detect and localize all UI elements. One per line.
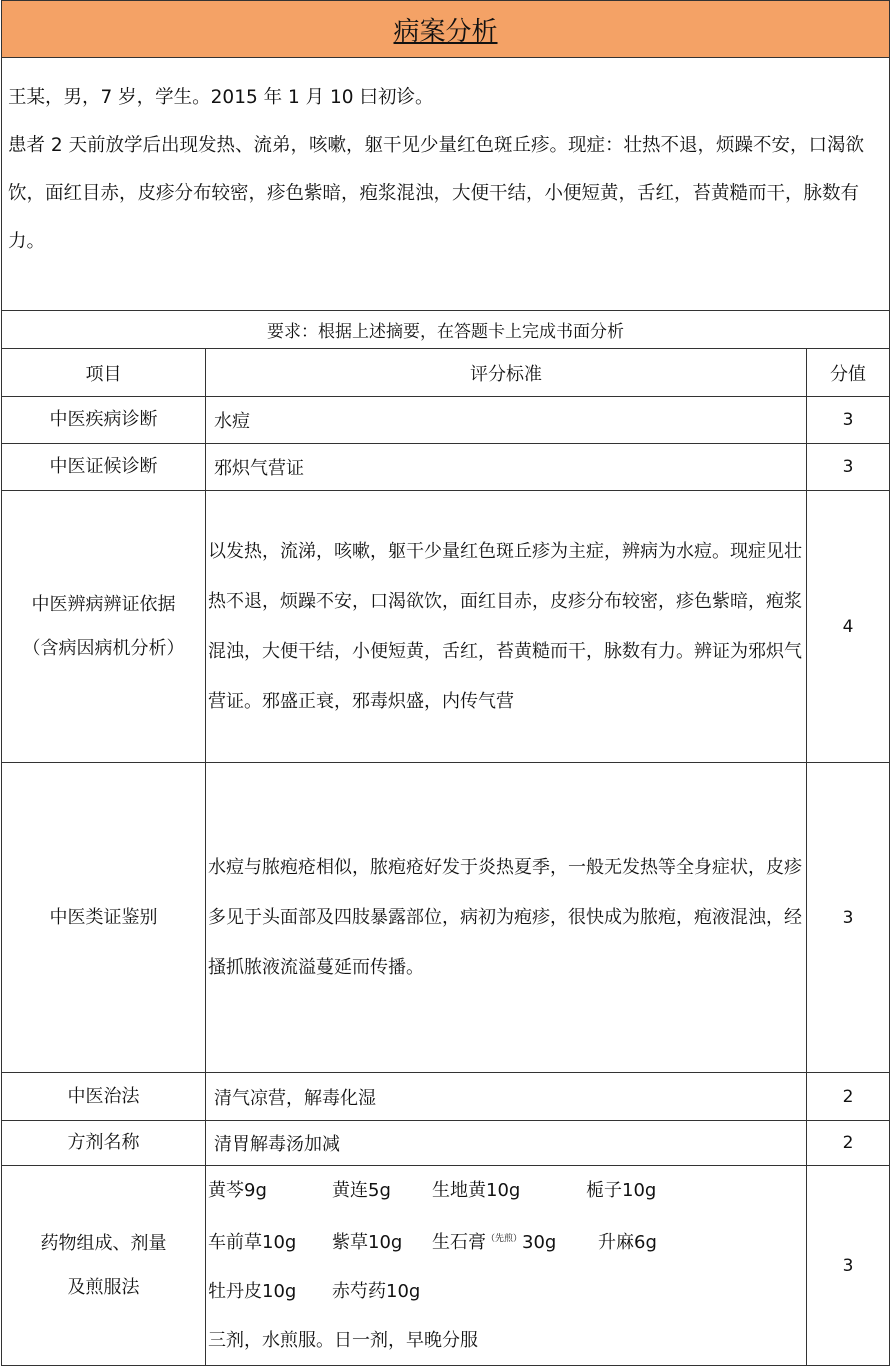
drug-dose: 30g bbox=[522, 1232, 557, 1253]
usage-instructions: 三剂，水煎服。日一剂，早晚分服 bbox=[208, 1330, 478, 1351]
row-item: 方剂名称 bbox=[2, 1121, 206, 1166]
col-header-item: 项目 bbox=[2, 349, 206, 397]
drug-item: 栀子10g bbox=[586, 1180, 657, 1201]
drug-item: 黄芩9g bbox=[208, 1180, 267, 1201]
drug-list bbox=[206, 1166, 807, 1366]
drug-note: （先煎） bbox=[486, 1234, 523, 1244]
row-score: 3 bbox=[807, 397, 890, 444]
drug-item: 车前草10g bbox=[208, 1232, 297, 1253]
table-row bbox=[2, 1166, 890, 1366]
drug-item: 赤芍药10g bbox=[332, 1281, 421, 1302]
case-line-2: 患者 2 天前放学后出现发热、流弟，咳嗽，躯干见少量红色斑丘疹。现症：壮热不退，烦躁不安，口渴欲饮，面红目赤，皮疹分布较密，疹色紫暗，疱浆混浊，大便干结，小便短黄，舌红，苔黄糙而干，脉数有力。 bbox=[8, 135, 865, 252]
drug-item: 牡丹皮10g bbox=[208, 1281, 297, 1302]
col-header-criteria: 评分标准 bbox=[206, 349, 807, 397]
row-item: 中医治法 bbox=[2, 1073, 206, 1121]
case-line-1: 王某，男，7 岁，学生。2015 年 1 月 10 曰初诊。 bbox=[8, 87, 434, 108]
row-criteria: 邪炽气营证 bbox=[206, 444, 807, 491]
table-row bbox=[2, 397, 890, 444]
row-item-line-1: 药物组成、剂量 bbox=[40, 1232, 167, 1254]
table-row bbox=[2, 444, 890, 491]
table-row bbox=[2, 1121, 890, 1166]
drug-line-1 bbox=[208, 1166, 804, 1215]
drug-item bbox=[432, 1215, 598, 1267]
row-score: 2 bbox=[807, 1073, 890, 1121]
row-score: 4 bbox=[807, 491, 890, 763]
row-criteria: 清胃解毒汤加减 bbox=[206, 1121, 807, 1166]
row-item: 中医疾病诊断 bbox=[2, 397, 206, 444]
requirement: 要求：根据上述摘要，在答题卡上完成书面分析 bbox=[2, 311, 890, 349]
row-criteria: 以发热，流涕，咳嗽，躯干少量红色斑丘疹为主症，辨病为水痘。现症见壮热不退，烦躁不安，口渴欲饮，面红目赤，皮疹分布较密，疹色紫暗，疱浆混浊，大便干结，小便短黄，舌红，苔黄糙而干，脉数有力。辨证为邪炽气营证。邪盛正衰，邪毒炽盛，内传气营 bbox=[206, 491, 807, 763]
drug-line-3 bbox=[208, 1267, 804, 1316]
row-item: 中医证候诊断 bbox=[2, 444, 206, 491]
table-row bbox=[2, 1073, 890, 1121]
page-title: 病案分析 bbox=[393, 16, 498, 47]
row-criteria: 水痘与脓疱疮相似，脓疱疮好发于炎热夏季，一般无发热等全身症状，皮疹多见于头面部及四肢暴露部位，病初为疱疹，很快成为脓疱，疱液混浊，经搔抓脓液流溢蔓延而传播。 bbox=[206, 763, 807, 1073]
title-cell bbox=[2, 1, 890, 58]
row-item bbox=[2, 491, 206, 763]
row-item: 中医类证鉴别 bbox=[2, 763, 206, 1073]
table-row bbox=[2, 491, 890, 763]
row-criteria: 清气凉营，解毒化湿 bbox=[206, 1073, 807, 1121]
drug-item: 紫草10g bbox=[332, 1232, 403, 1253]
row-item-line-2: 及煎服法 bbox=[67, 1276, 140, 1298]
row-item-line-2: （含病因病机分析） bbox=[22, 637, 185, 659]
row-score: 3 bbox=[807, 763, 890, 1073]
drug-item: 升麻6g bbox=[598, 1232, 657, 1253]
row-criteria: 水痘 bbox=[206, 397, 807, 444]
column-header-row bbox=[2, 349, 890, 397]
drug-name: 生石膏 bbox=[432, 1232, 486, 1253]
row-score: 3 bbox=[807, 1166, 890, 1366]
case-summary bbox=[2, 58, 890, 311]
drug-item: 生地黄10g bbox=[432, 1180, 521, 1201]
row-score: 3 bbox=[807, 444, 890, 491]
case-analysis-table bbox=[1, 0, 890, 1366]
drug-line-2 bbox=[208, 1215, 804, 1267]
table-row bbox=[2, 763, 890, 1073]
row-item-line-1: 中医辨病辨证依据 bbox=[31, 593, 176, 615]
row-score: 2 bbox=[807, 1121, 890, 1166]
row-item bbox=[2, 1166, 206, 1366]
drug-item: 黄连5g bbox=[332, 1180, 391, 1201]
col-header-score: 分值 bbox=[807, 349, 890, 397]
